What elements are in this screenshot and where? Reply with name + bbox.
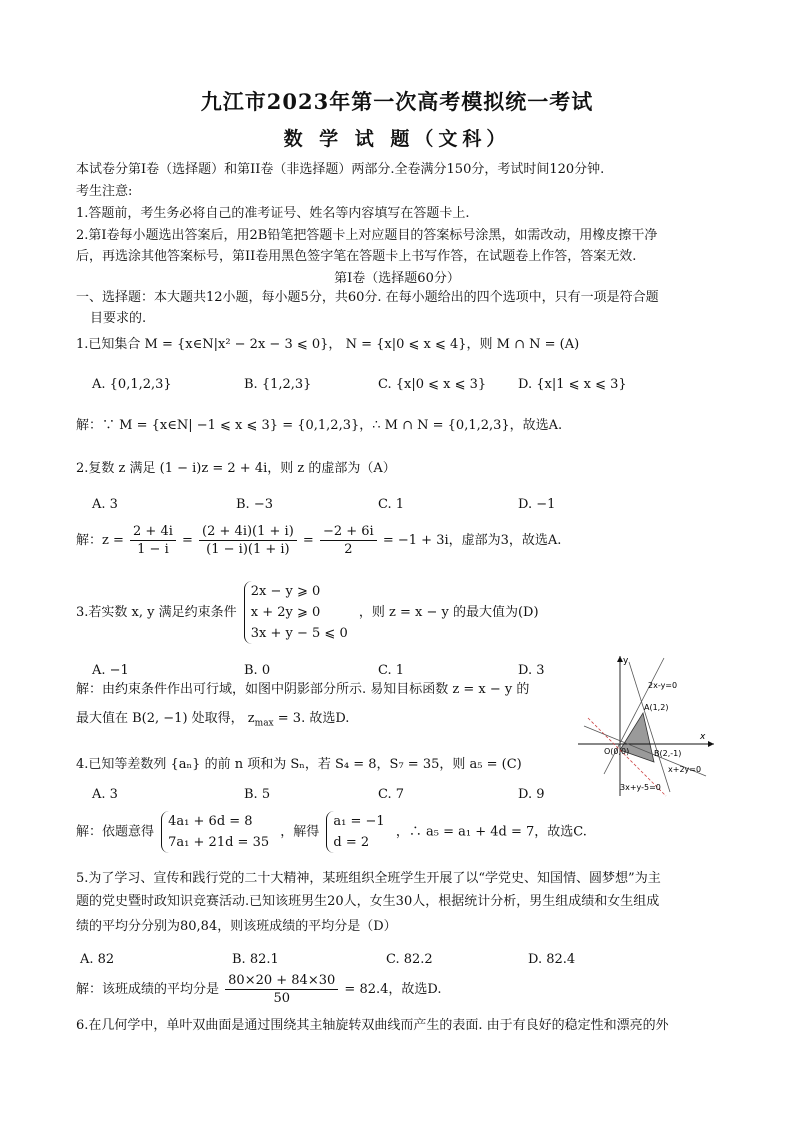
q1-stem-b: N = {x|0 ⩽ x ⩽ 4}，则 M ∩ N = (A) bbox=[345, 337, 580, 352]
svg-text:y: y bbox=[623, 656, 629, 666]
q1-option-b: B. {1,2,3} bbox=[244, 377, 312, 392]
q2-fraction-2: $\frac{(2 + 4i)(1 + i)}{(1 - i)(1 + i)}$ bbox=[199, 523, 297, 558]
q3-solution-b: 最大值在 B(2, −1) 处取得， $z_{max} = 3$. 故选D. bbox=[76, 711, 350, 729]
exam-title: 九江市2023年第一次高考模拟统一考试 bbox=[200, 89, 594, 114]
q1-option-d: D. {x|1 ⩽ x ⩽ 3} bbox=[518, 377, 627, 392]
q5-option-b: B. 82.1 bbox=[232, 952, 279, 967]
q5-fraction: $\frac{80\times 20 + 84\times 30}{50}$ bbox=[225, 972, 338, 1007]
q1-option-a: A. {0,1,2,3} bbox=[92, 377, 172, 392]
question-6-line-1: 6.在几何学中，单叶双曲面是通过围绕其主轴旋转双曲线而产生的表面. 由于有良好的稳定性和漂亮的外 bbox=[76, 1018, 669, 1033]
q2-sol-pre: 解：z = bbox=[76, 533, 124, 548]
q2-option-c: C. 1 bbox=[378, 497, 405, 512]
q3-solution-a: 解：由约束条件作出可行域，如图中阴影部分所示. 易知目标函数 z = x − y 的 bbox=[76, 682, 530, 697]
q3-option-d: D. 3 bbox=[518, 663, 545, 678]
q4-result: a₁ = −1 d = 2 bbox=[326, 811, 388, 853]
question-5-line-1: 5.为了学习、宣传和践行党的二十大精神，某班组织全班学生开展了以“学党史、知国情、圆梦想”为主 bbox=[76, 871, 661, 886]
q2-solution: 解：z = $\frac{2 + 4i}{1 - i}$ = $\frac{(2 + 4i)(1 + i)}{(1 - i)(1 + i)}$ = $\frac{-2 + 6i}{2}$ = −1 + 3i，虚部为3，故选A. bbox=[76, 524, 562, 557]
q3-option-c: C. 1 bbox=[378, 663, 405, 678]
q4-solution: 解：依题意得 4a₁ + 6d = 8 7a₁ + 21d = 35 ，解得 a₁ = −1 d = 2 ，∴ a₅ = a₁ + 4d = 7，故选C. bbox=[76, 811, 587, 853]
q5-option-c: C. 82.2 bbox=[386, 952, 433, 967]
q4-option-d: D. 9 bbox=[518, 787, 545, 802]
q3-stem-pre: 3.若实数 x, y 满足约束条件 bbox=[76, 605, 237, 620]
q5-option-d: D. 82.4 bbox=[528, 952, 576, 967]
q1-option-c: C. {x|0 ⩽ x ⩽ 3} bbox=[378, 377, 487, 392]
question-4-stem: 4.已知等差数列 {aₙ} 的前 n 项和为 Sₙ，若 S₄ = 8，S₇ = 35，则 a₅ = (C) bbox=[76, 757, 522, 772]
question-5-line-2: 题的党史暨时政知识竞赛活动.已知该班男生20人，女生30人，根据统计分析，男生组成绩和女生组成 bbox=[76, 894, 660, 909]
q5-option-a: A. 82 bbox=[80, 952, 115, 967]
q2-fraction-3: $\frac{-2 + 6i}{2}$ bbox=[320, 523, 377, 558]
q3-stem-post: ，则 z = x − y 的最大值为(D) bbox=[358, 605, 539, 620]
q5-solution: 解：该班成绩的平均分是 $\frac{80\times 20 + 84\times 30}{50}$ = 82.4，故选D. bbox=[76, 973, 442, 1006]
question-5-line-3: 绩的平均分分别为80,84，则该班成绩的平均分是（D） bbox=[76, 919, 397, 934]
q4-option-a: A. 3 bbox=[92, 787, 118, 802]
intro-line: 本试卷分第Ⅰ卷（选择题）和第II卷（非选择题）两部分.全卷满分150分，考试时间120分钟. bbox=[76, 162, 605, 177]
question-2-stem: 2.复数 z 满足 (1 − i)z = 2 + 4i，则 z 的虚部为（A） bbox=[76, 461, 396, 476]
q2-option-a: A. 3 bbox=[92, 497, 118, 512]
svg-text:B(2,-1): B(2,-1) bbox=[654, 749, 682, 758]
feasible-region-figure bbox=[574, 652, 720, 798]
question-3-stem bbox=[76, 581, 539, 644]
notice-item-1: 1.答题前，考生务必将自己的准考证号、姓名等内容填写在答题卡上. bbox=[76, 206, 470, 221]
section-instructions-a: 一、选择题：本大题共12小题，每小题5分，共60分. 在每小题给出的四个选项中，只有一项是符合题 bbox=[76, 290, 659, 305]
svg-text:x+2y=0: x+2y=0 bbox=[668, 765, 702, 774]
q1-stem-a: 1.已知集合 M = {x∈N|x² − 2x − 3 ⩽ 0}， bbox=[76, 337, 342, 352]
q3-option-a: A. −1 bbox=[92, 663, 129, 678]
svg-text:3x+y-5=0: 3x+y-5=0 bbox=[620, 783, 661, 792]
q4-option-b: B. 5 bbox=[244, 787, 271, 802]
notice-heading: 考生注意: bbox=[76, 184, 133, 199]
q3-constraints: 2x − y ⩾ 0 x + 2y ⩾ 0 3x + y − 5 ⩽ 0 bbox=[244, 581, 352, 644]
q4-system: 4a₁ + 6d = 8 7a₁ + 21d = 35 bbox=[161, 811, 273, 853]
section-title: 第Ⅰ卷（选择题60分） bbox=[334, 271, 460, 286]
q1-solution: 解：∵ M = {x∈N| −1 ⩽ x ⩽ 3} = {0,1,2,3}，∴ M ∩ N = {0,1,2,3}，故选A. bbox=[76, 418, 563, 433]
exam-subtitle: 数 学 试 题（文科） bbox=[283, 128, 511, 150]
section-instructions-b: 目要求的. bbox=[90, 311, 147, 326]
q3-option-b: B. 0 bbox=[244, 663, 271, 678]
svg-text:x: x bbox=[700, 732, 706, 742]
svg-text:A(1,2): A(1,2) bbox=[644, 703, 669, 712]
q2-fraction-1: $\frac{2 + 4i}{1 - i}$ bbox=[130, 523, 176, 558]
q2-option-b: B. −3 bbox=[236, 497, 273, 512]
q4-option-c: C. 7 bbox=[378, 787, 405, 802]
svg-text:2x-y=0: 2x-y=0 bbox=[648, 681, 678, 690]
q2-sol-post: = −1 + 3i，虚部为3，故选A. bbox=[382, 533, 562, 548]
q2-option-d: D. −1 bbox=[518, 497, 556, 512]
notice-item-2b: 后，再选涂其他答案标号，第II卷用黑色签字笔在答题卡上书写作答，在试题卷上作答，答案无效. bbox=[76, 249, 637, 264]
question-1-stem bbox=[76, 336, 579, 354]
notice-item-2a: 2.第Ⅰ卷每小题选出答案后，用2B铅笔把答题卡上对应题目的答案标号涂黑，如需改动，用橡皮擦干净 bbox=[76, 228, 658, 243]
svg-text:O(0,0): O(0,0) bbox=[604, 747, 630, 756]
